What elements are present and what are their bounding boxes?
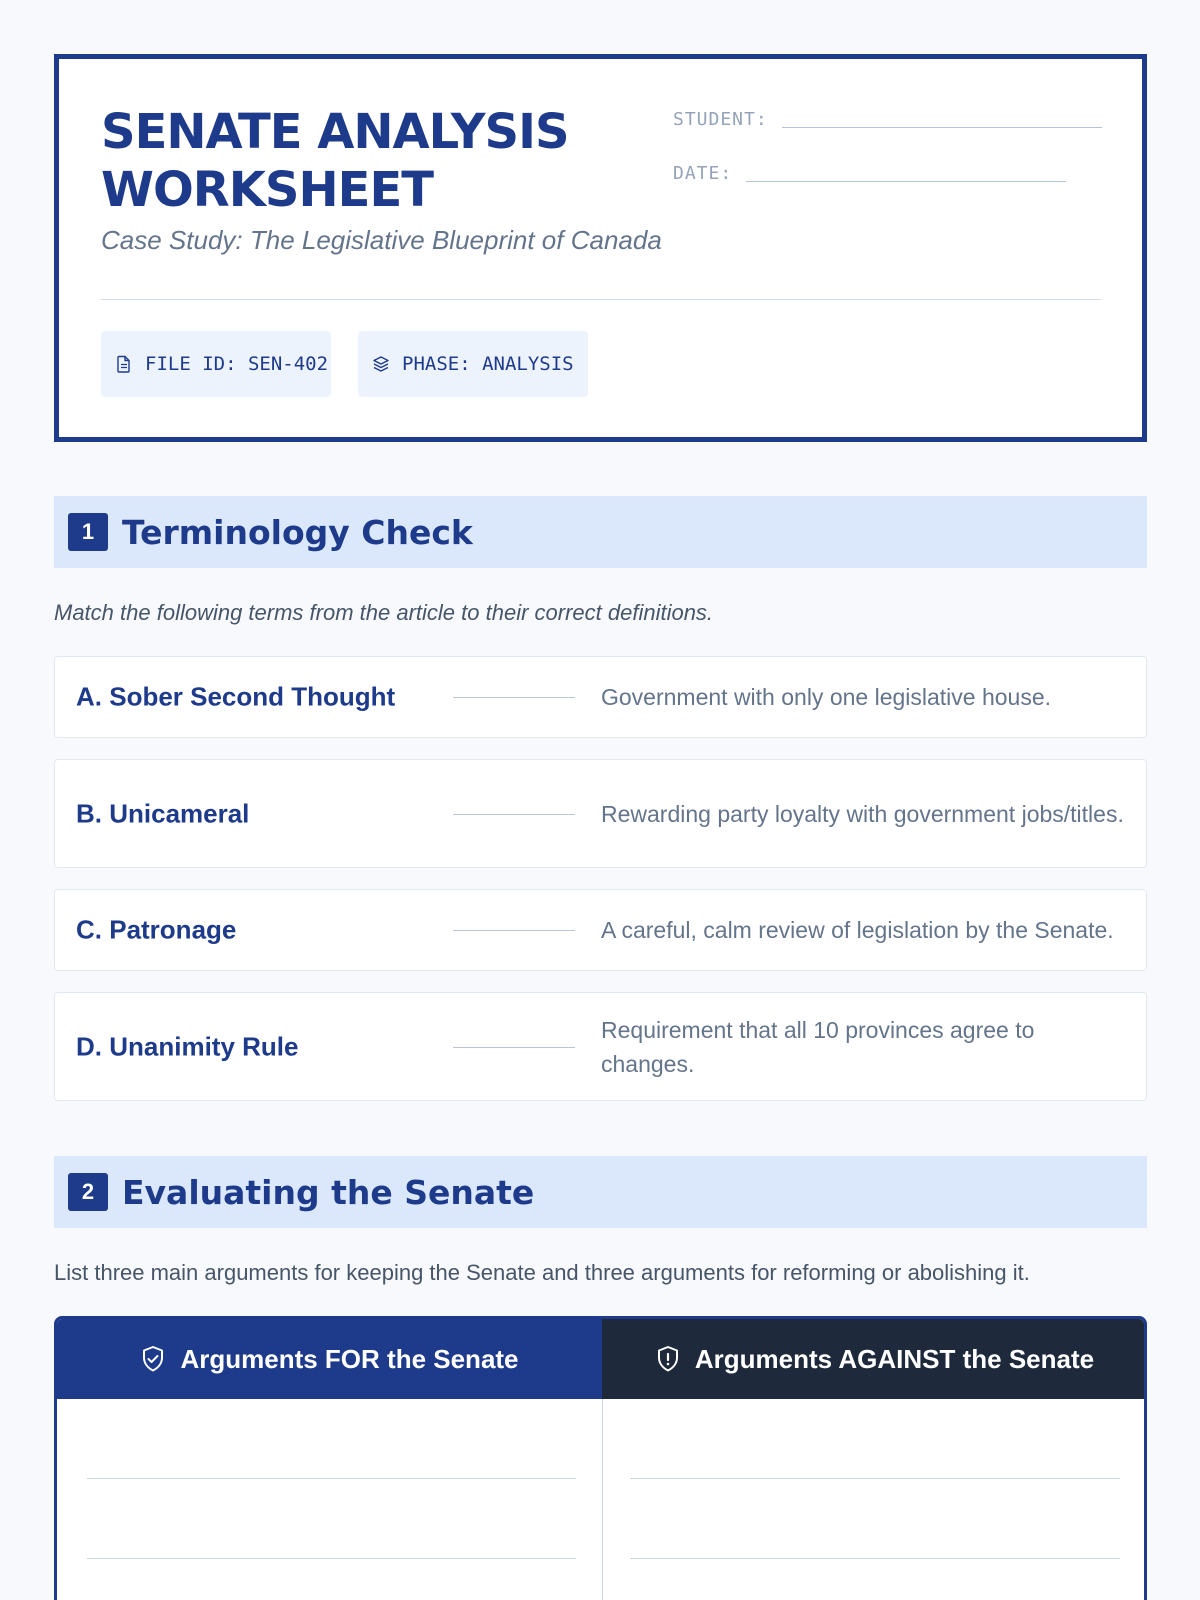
file-id-tag <box>101 331 331 397</box>
term-name: D. Unanimity Rule <box>76 1031 299 1061</box>
header-divider <box>101 299 1101 300</box>
phase-tag <box>358 331 588 397</box>
term-name: B. Unicameral <box>76 798 250 828</box>
header-card <box>54 54 1147 442</box>
term-row <box>54 656 1147 738</box>
page-subtitle: Case Study: The Legislative Blueprint of Canada <box>101 225 662 255</box>
student-field[interactable] <box>673 109 1102 130</box>
page-title: SENATE ANALYSIS WORKSHEET <box>101 104 569 218</box>
document-icon <box>115 355 133 373</box>
date-field[interactable] <box>673 163 1066 184</box>
term-name: C. Patronage <box>76 914 237 945</box>
answer-line[interactable] <box>453 697 575 698</box>
phase-text: PHASE: ANALYSIS <box>402 353 574 375</box>
file-id-text: FILE ID: SEN-402 <box>145 353 329 375</box>
section-evaluating-header <box>54 1156 1147 1228</box>
for-answer-line[interactable] <box>87 1478 576 1479</box>
term-definition: Rewarding party loyalty with government jobs/titles. <box>601 800 1124 827</box>
answer-line[interactable] <box>453 1047 575 1048</box>
section-instructions: List three main arguments for keeping the Senate and three arguments for reforming or abolishing it. <box>54 1260 1030 1285</box>
answer-line[interactable] <box>453 814 575 815</box>
section-instructions: Match the following terms from the article to their correct definitions. <box>54 600 714 625</box>
section-title: Terminology Check <box>122 512 473 552</box>
term-row <box>54 889 1147 971</box>
term-definition: A careful, calm review of legislation by the Senate. <box>601 917 1114 943</box>
arguments-against-header <box>602 1319 1147 1399</box>
shield-check-icon <box>140 1345 166 1373</box>
arguments-for-label: Arguments FOR the Senate <box>180 1343 519 1374</box>
term-definition: Requirement that all 10 provinces agree to changes. <box>601 1016 1035 1077</box>
term-definition: Government with only one legislative house. <box>601 684 1052 710</box>
for-answer-line[interactable] <box>87 1558 576 1559</box>
term-name: A. Sober Second Thought <box>76 681 396 712</box>
student-input-line[interactable] <box>782 127 1102 128</box>
answer-line[interactable] <box>453 930 575 931</box>
term-row <box>54 759 1147 868</box>
arguments-table <box>54 1316 1147 1600</box>
against-answer-line[interactable] <box>630 1558 1120 1559</box>
against-answer-line[interactable] <box>630 1478 1120 1479</box>
arguments-against-label: Arguments AGAINST the Senate <box>694 1343 1095 1374</box>
section-title: Evaluating the Senate <box>122 1172 535 1212</box>
term-row <box>54 992 1147 1101</box>
shield-alert-icon <box>655 1345 681 1373</box>
section-number: 2 <box>68 1173 108 1211</box>
student-label: STUDENT: <box>673 109 768 130</box>
section-number: 1 <box>68 513 108 551</box>
date-label: DATE: <box>673 163 733 184</box>
section-terminology-header <box>54 496 1147 568</box>
arguments-for-header <box>57 1319 602 1399</box>
layers-icon <box>372 355 390 373</box>
date-input-line[interactable] <box>746 181 1066 182</box>
column-divider <box>602 1399 603 1600</box>
